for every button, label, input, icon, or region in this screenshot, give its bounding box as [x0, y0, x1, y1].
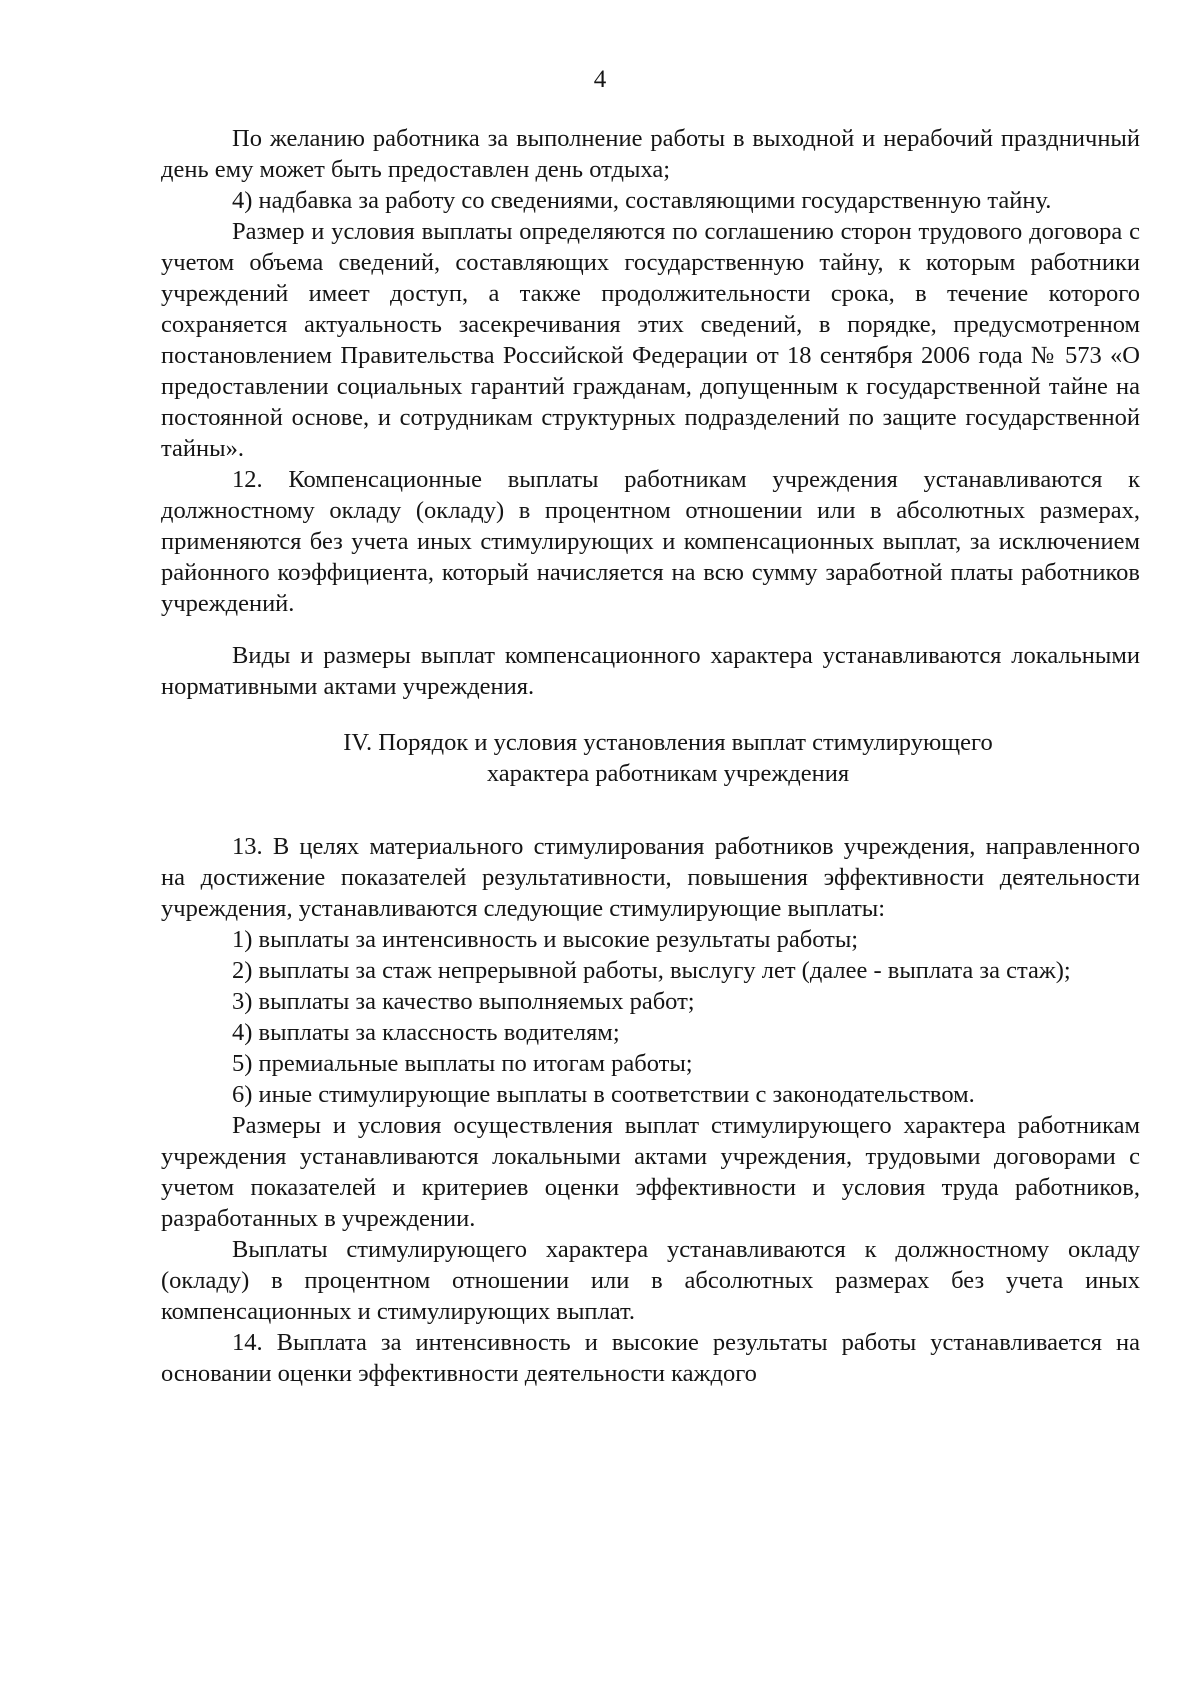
paragraph-incentive-conditions: Размеры и условия осуществления выплат стимулирующего характера работникам учреждения устанавливаются локальными актами учреждения, трудовыми договорами с учетом показателей и критериев оценки эффективности и условия труда работников, разработанных в учреждении.	[161, 1112, 1140, 1232]
list-item-quality: 3) выплаты за качество выполняемых работ;	[232, 988, 695, 1015]
section-heading	[161, 727, 1140, 789]
paragraph-item-13: 13. В целях материального стимулирования работников учреждения, направленного на достижение показателей результативности, повышения эффективности деятельности учреждения, устанавливаются следующие стимулирующие выплаты:	[161, 833, 1140, 922]
list-item-bonus: 5) премиальные выплаты по итогам работы;	[232, 1050, 693, 1077]
paragraph-secret-allowance: 4) надбавка за работу со сведениями, составляющими государственную тайну.	[232, 187, 1052, 214]
paragraph-secret-allowance-conditions: Размер и условия выплаты определяются по соглашению сторон трудового договора с учетом объема сведений, составляющих государственную тайну, к которым работники учреждений имеет доступ, а также продолжительности срока, в течение которого сохраняется актуальность засекречивания этих сведений, в порядке, предусмотренном постановлением Правительства Российской Федерации от 18 сентября 2006 года № 573 «О предоставлении социальных гарантий гражданам, допущенным к государственной тайне на постоянной основе, и сотрудникам структурных подразделений по защите государственной тайны».	[161, 218, 1140, 462]
list-item-intensity: 1) выплаты за интенсивность и высокие результаты работы;	[232, 926, 859, 953]
page-number: 4	[593, 66, 607, 93]
paragraph-incentive-basis: Выплаты стимулирующего характера устанавливаются к должностному окладу (окладу) в процентном отношении или в абсолютных размерах без учета иных компенсационных и стимулирующих выплат.	[161, 1236, 1140, 1325]
list-item-driver-class: 4) выплаты за классность водителям;	[232, 1019, 620, 1046]
paragraph-compensation-types: Виды и размеры выплат компенсационного характера устанавливаются локальными нормативными актами учреждения.	[161, 642, 1140, 700]
section-heading-line-2: характера работникам учреждения	[486, 760, 850, 787]
list-item-other: 6) иные стимулирующие выплаты в соответствии с законодательством.	[232, 1081, 975, 1108]
paragraph-rest-day: По желанию работника за выполнение работы в выходной и нерабочий праздничный день ему может быть предоставлен день отдыха;	[161, 125, 1140, 183]
paragraph-item-14: 14. Выплата за интенсивность и высокие результаты работы устанавливается на основании оценки эффективности деятельности каждого	[161, 1329, 1140, 1387]
document-body	[161, 123, 1140, 1389]
paragraph-item-12: 12. Компенсационные выплаты работникам учреждения устанавливаются к должностному окладу (окладу) в процентном отношении или в абсолютных размерах, применяются без учета иных стимулирующих и компенсационных выплат, за исключением районного коэффициента, который начисляется на всю сумму заработной платы работников учреждений.	[161, 466, 1140, 617]
section-heading-line-1: IV. Порядок и условия установления выплат стимулирующего	[343, 729, 993, 756]
list-item-seniority: 2) выплаты за стаж непрерывной работы, выслугу лет (далее - выплата за стаж);	[232, 957, 1071, 984]
